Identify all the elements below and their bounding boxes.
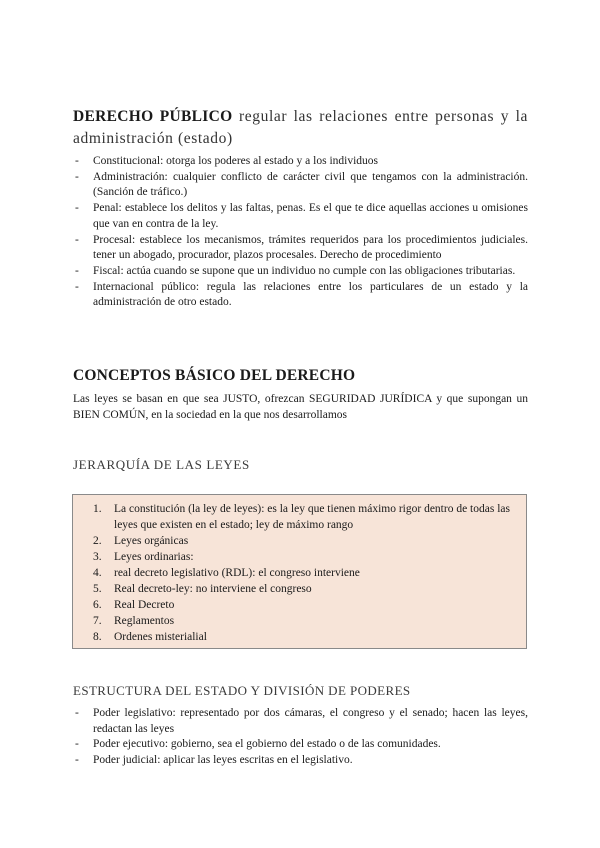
item-number: 5. — [93, 583, 102, 595]
item-text: Leyes orgánicas — [114, 535, 189, 547]
item-number: 6. — [93, 599, 102, 611]
list-item: - Fiscal: actúa cuando se supone que un individuo no cumple con las obligaciones tributarias. — [73, 264, 528, 280]
item-text: real decreto legislativo (RDL): el congreso interviene — [114, 567, 360, 579]
list-item: - Poder judicial: aplicar las leyes escritas en el legislativo. — [73, 753, 528, 769]
derecho-publico-title: DERECHO PÚBLICO — [73, 108, 233, 125]
list-item: - Administración: cualquier conflicto de carácter civil que tengamos con la administración. (Sanción de tráfico.) — [73, 170, 528, 201]
jerarquia-list — [93, 501, 523, 645]
conceptos-paragraph: Las leyes se basan en que sea JUSTO, ofrezcan SEGURIDAD JURÍDICA y que supongan un BIEN COMÚN, en la sociedad en la que nos desarrollamos — [73, 393, 528, 421]
item-text: La constitución (la ley de leyes): es la ley que tienen máximo rigor dentro de todas las leyes que existen en el estado; ley de máximo rango — [114, 503, 510, 531]
estructura-heading: ESTRUCTURA DEL ESTADO Y DIVISIÓN DE PODERES — [73, 683, 411, 698]
derecho-publico-heading — [73, 106, 528, 150]
item-number: 2. — [93, 535, 102, 547]
list-item: - Constitucional: otorga los poderes al estado y a los individuos — [73, 154, 528, 170]
item-number: 4. — [93, 567, 102, 579]
list-item: - Internacional público: regula las relaciones entre los particulares de un estado y la administración de otro estado. — [73, 280, 528, 311]
derecho-publico-list — [73, 154, 528, 311]
list-item — [93, 533, 523, 549]
item-text: Reglamentos — [114, 615, 175, 627]
item-text: Real decreto-ley: no interviene el congreso — [114, 583, 312, 595]
list-item: - Procesal: establece los mecanismos, trámites requeridos para los procedimientos judiciales. tener un abogado, procurador, plazos procesales. Derecho de procedimiento — [73, 233, 528, 264]
item-number: 8. — [93, 631, 102, 643]
item-number: 7. — [93, 615, 102, 627]
list-item: - Poder legislativo: representado por dos cámaras, el congreso y el senado; hacen las leyes, redactan las leyes — [73, 706, 528, 737]
item-text: Leyes ordinarias: — [114, 551, 194, 563]
item-number: 1. — [93, 503, 102, 515]
derecho-publico-subtitle: regular las relaciones entre personas y la administración (estado) — [73, 108, 528, 147]
estructura-list — [73, 706, 528, 769]
list-item — [93, 549, 523, 565]
list-item — [93, 501, 523, 533]
item-text: Ordenes misterialial — [114, 631, 207, 643]
conceptos-heading: CONCEPTOS BÁSICO DEL DERECHO — [73, 367, 356, 384]
list-item — [93, 613, 523, 629]
list-item: - Poder ejecutivo: gobierno, sea el gobierno del estado o de las comunidades. — [73, 737, 528, 753]
list-item — [93, 581, 523, 597]
item-number: 3. — [93, 551, 102, 563]
list-item — [93, 629, 523, 645]
item-text: Real Decreto — [114, 599, 175, 611]
jerarquia-box — [72, 494, 527, 649]
list-item — [93, 597, 523, 613]
jerarquia-heading: JERARQUÍA DE LAS LEYES — [73, 457, 250, 472]
list-item — [93, 565, 523, 581]
list-item: - Penal: establece los delitos y las faltas, penas. Es el que te dice aquellas acciones u omisiones que van en contra de la ley. — [73, 201, 528, 232]
